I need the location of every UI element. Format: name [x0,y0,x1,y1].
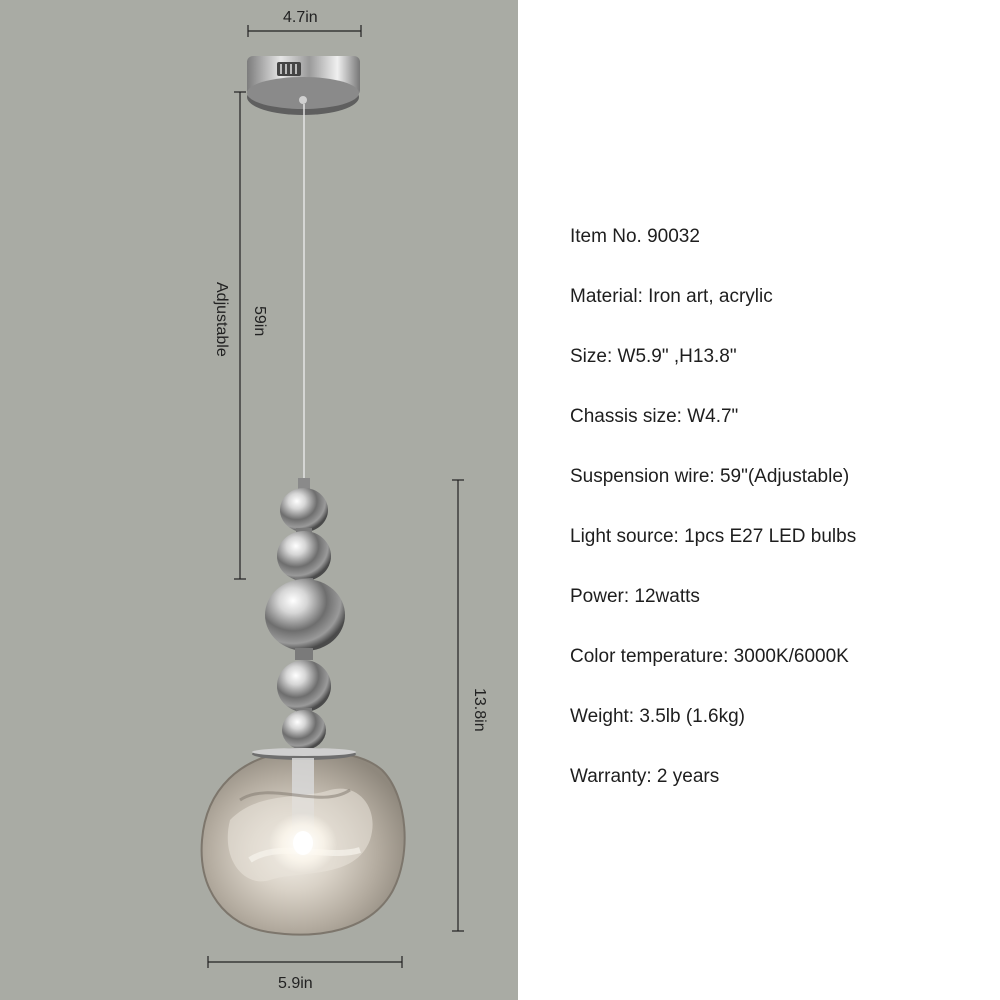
chassis-width-label: 4.7in [283,9,318,26]
width-label: 5.9in [278,975,313,992]
spec-size: Size: W5.9" ,H13.8" [570,346,737,367]
spec-weight: Weight: 3.5lb (1.6kg) [570,706,745,727]
spec-item-number: Item No. 90032 [570,226,700,247]
dimension-wire-length [234,92,246,579]
chrome-ball-stack [265,478,345,750]
spec-color-temperature: Color temperature: 3000K/6000K [570,646,849,667]
wire-length-label: 59in [251,306,268,337]
spec-material: Material: Iron art, acrylic [570,286,773,307]
spec-light-source: Light source: 1pcs E27 LED bulbs [570,526,857,547]
spec-suspension-wire: Suspension wire: 59"(Adjustable) [570,466,850,487]
spec-power: Power: 12watts [570,586,700,607]
spec-chassis-size: Chassis size: W4.7" [570,406,739,427]
wire-adjustable-label: Adjustable [213,282,230,357]
dimension-width [208,956,402,968]
height-label: 13.8in [471,688,488,732]
glass-shade [202,748,405,935]
dimension-height [452,480,464,931]
specification-list [570,222,990,822]
spec-warranty: Warranty: 2 years [570,766,720,787]
